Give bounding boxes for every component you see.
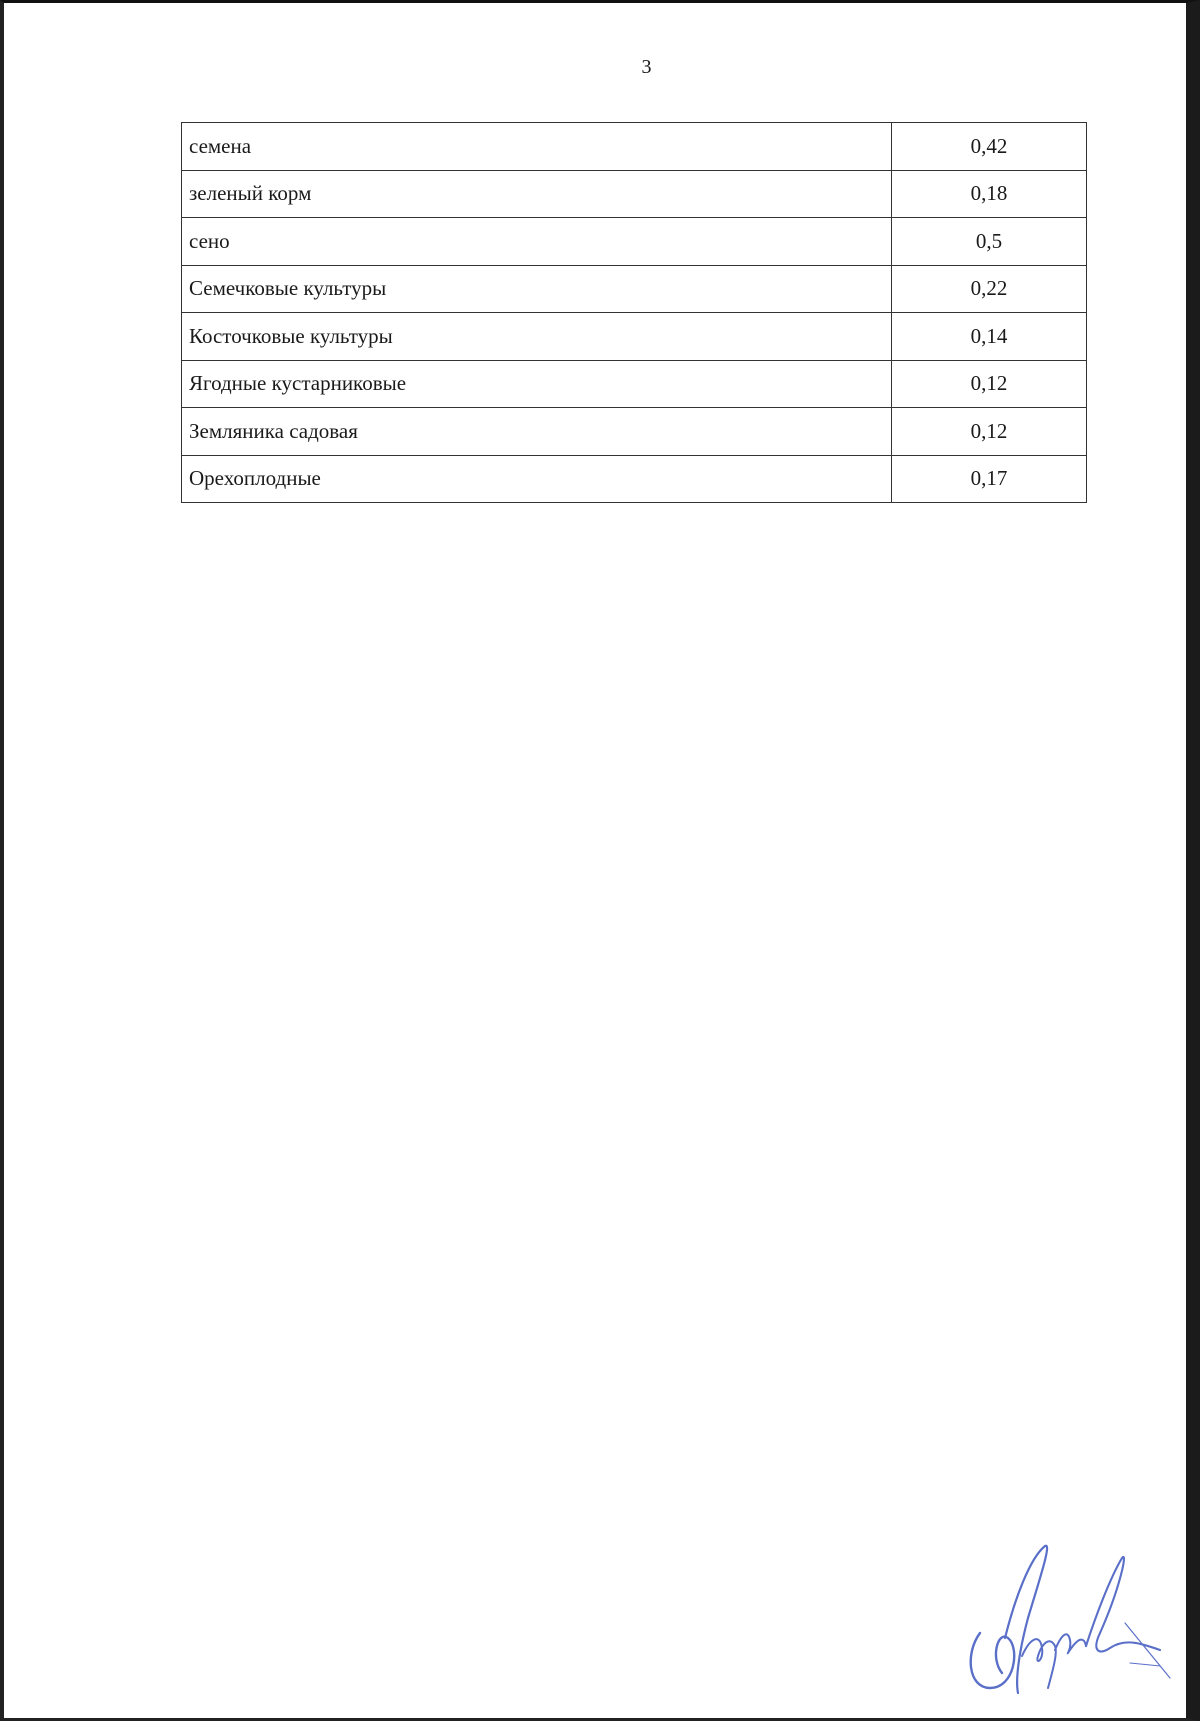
page-number: 3	[641, 56, 652, 78]
coefficient-cell: 0,18	[892, 170, 1087, 218]
table-row	[182, 218, 1087, 266]
table-row	[182, 360, 1087, 408]
crop-name-cell: Семечковые культуры	[182, 265, 892, 313]
table-row	[182, 408, 1087, 456]
crop-name-cell: Земляника садовая	[182, 408, 892, 456]
table-row	[182, 170, 1087, 218]
handwritten-signature	[960, 1538, 1180, 1708]
table-row	[182, 123, 1087, 171]
coefficient-cell: 0,17	[892, 455, 1087, 503]
crop-name-cell: Ягодные кустарниковые	[182, 360, 892, 408]
crop-name-cell: Косточковые культуры	[182, 313, 892, 361]
table-row	[182, 455, 1087, 503]
table-row	[182, 265, 1087, 313]
crop-name-cell: зеленый корм	[182, 170, 892, 218]
coefficient-cell: 0,14	[892, 313, 1087, 361]
table-row	[182, 313, 1087, 361]
coefficient-cell: 0,42	[892, 123, 1087, 171]
coefficient-cell: 0,12	[892, 408, 1087, 456]
crop-name-cell: сено	[182, 218, 892, 266]
coefficient-cell: 0,12	[892, 360, 1087, 408]
values-table	[181, 122, 1087, 503]
crop-name-cell: семена	[182, 123, 892, 171]
coefficient-cell: 0,5	[892, 218, 1087, 266]
coefficient-cell: 0,22	[892, 265, 1087, 313]
crop-name-cell: Орехоплодные	[182, 455, 892, 503]
